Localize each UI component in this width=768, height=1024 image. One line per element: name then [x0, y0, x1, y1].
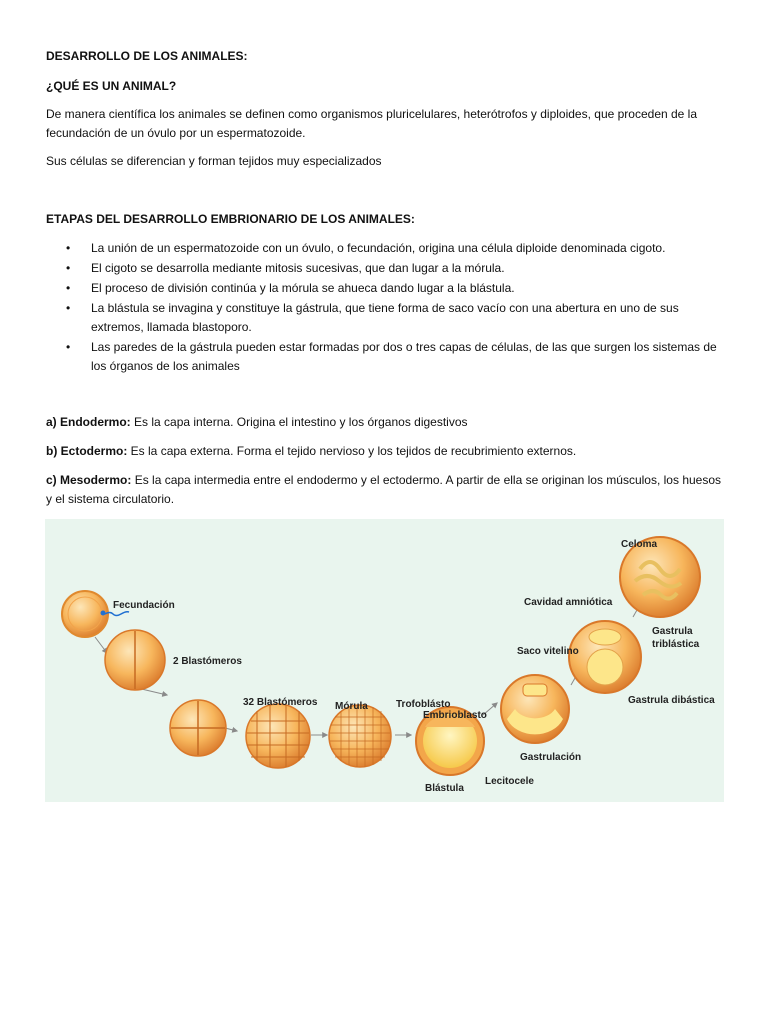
question-heading: ¿QUÉ ES UN ANIMAL?: [46, 79, 177, 93]
morula-embryo: [329, 705, 391, 767]
gastrulation-embryo: [501, 675, 569, 743]
stage-item: [46, 299, 726, 337]
layer-term: a) Endodermo:: [46, 415, 131, 429]
stage-text: Las paredes de la gástrula pueden estar formadas por dos o tres capas de células, de las que surgen los sistemas de los órganos de los animales: [91, 340, 717, 373]
bullet-icon: •: [66, 261, 71, 275]
embryo-development-figure: [45, 519, 724, 802]
layer-mesodermo: [46, 471, 726, 509]
stage-item: [46, 259, 726, 278]
label-blastula: Blástula: [425, 783, 464, 794]
label-cavidad-amniotica: Cavidad amniótica: [524, 597, 613, 608]
document-heading: DESARROLLO DE LOS ANIMALES:: [46, 49, 248, 63]
label-saco-vitelino: Saco vitelino: [517, 646, 579, 657]
layer-endodermo: [46, 413, 726, 432]
label-embrioblasto: Embrioblasto: [423, 710, 487, 721]
label-trofoblasto: Trofoblásto: [396, 699, 451, 710]
two-cell-embryo: [105, 630, 165, 690]
label-gastrula-triblastica-line1: Gastrula: [652, 626, 693, 637]
embryo-diagram: [45, 519, 724, 802]
definition-paragraph: De manera científica los animales se definen como organismos pluricelulares, heterótrofos y diploides, que proceden de la fecundación de un óvulo por un espermatozoide.: [46, 107, 698, 140]
label-gastrulacion: Gastrulación: [520, 752, 582, 763]
gastrula-diblastic: [569, 621, 641, 693]
stage-text: El proceso de división continúa y la mórula se ahueca dando lugar a la blástula.: [91, 281, 515, 295]
stage-item: [46, 338, 726, 376]
layer-text: Es la capa interna. Origina el intestino y los órganos digestivos: [130, 415, 468, 429]
label-gastrula-triblastica: triblástica: [652, 639, 700, 650]
layer-text: Es la capa intermedia entre el endodermo y el ectodermo. A partir de ella se originan los músculos, los huesos y el sistema circulatorio.: [46, 473, 722, 506]
label-morula: Mórula: [335, 701, 368, 712]
thirtytwo-cell-embryo: [246, 704, 310, 768]
stage-text: La blástula se invagina y constituye la gástrula, que tiene forma de saco vacío con una abertura en uno de sus extremos, llamada blastoporo.: [91, 301, 679, 334]
layer-term: b) Ectodermo:: [46, 444, 128, 458]
stage-text: El cigoto se desarrolla mediante mitosis sucesivas, que dan lugar a la mórula.: [91, 261, 505, 275]
label-dos-blastomeros: 2 Blastómeros: [173, 656, 242, 667]
layer-text: Es la capa externa. Forma el tejido nervioso y los tejidos de recubrimiento externos.: [127, 444, 577, 458]
bullet-icon: •: [66, 301, 71, 315]
label-32-blastomeros: 32 Blastómeros: [243, 697, 318, 708]
label-fecundacion: Fecundación: [113, 600, 175, 611]
stage-text: La unión de un espermatozoide con un óvulo, o fecundación, origina una célula diploide denominada cigoto.: [91, 241, 666, 255]
label-lecitocele: Lecitocele: [485, 776, 534, 787]
stage-item: [46, 279, 726, 298]
layer-term: c) Mesodermo:: [46, 473, 132, 487]
bullet-icon: •: [66, 281, 71, 295]
stages-list: [46, 239, 726, 377]
label-celoma: Celoma: [621, 539, 658, 550]
sperm-head-icon: [101, 611, 106, 616]
label-gastrula-dibastica: Gastrula dibástica: [628, 695, 715, 706]
stages-heading: ETAPAS DEL DESARROLLO EMBRIONARIO DE LOS ANIMALES:: [46, 212, 415, 226]
four-cell-embryo: [170, 700, 226, 756]
layer-ectodermo: [46, 442, 726, 461]
stage-item: [46, 239, 726, 258]
bullet-icon: •: [66, 241, 71, 255]
cells-paragraph: Sus células se diferencian y forman tejidos muy especializados: [46, 154, 382, 168]
bullet-icon: •: [66, 340, 71, 354]
